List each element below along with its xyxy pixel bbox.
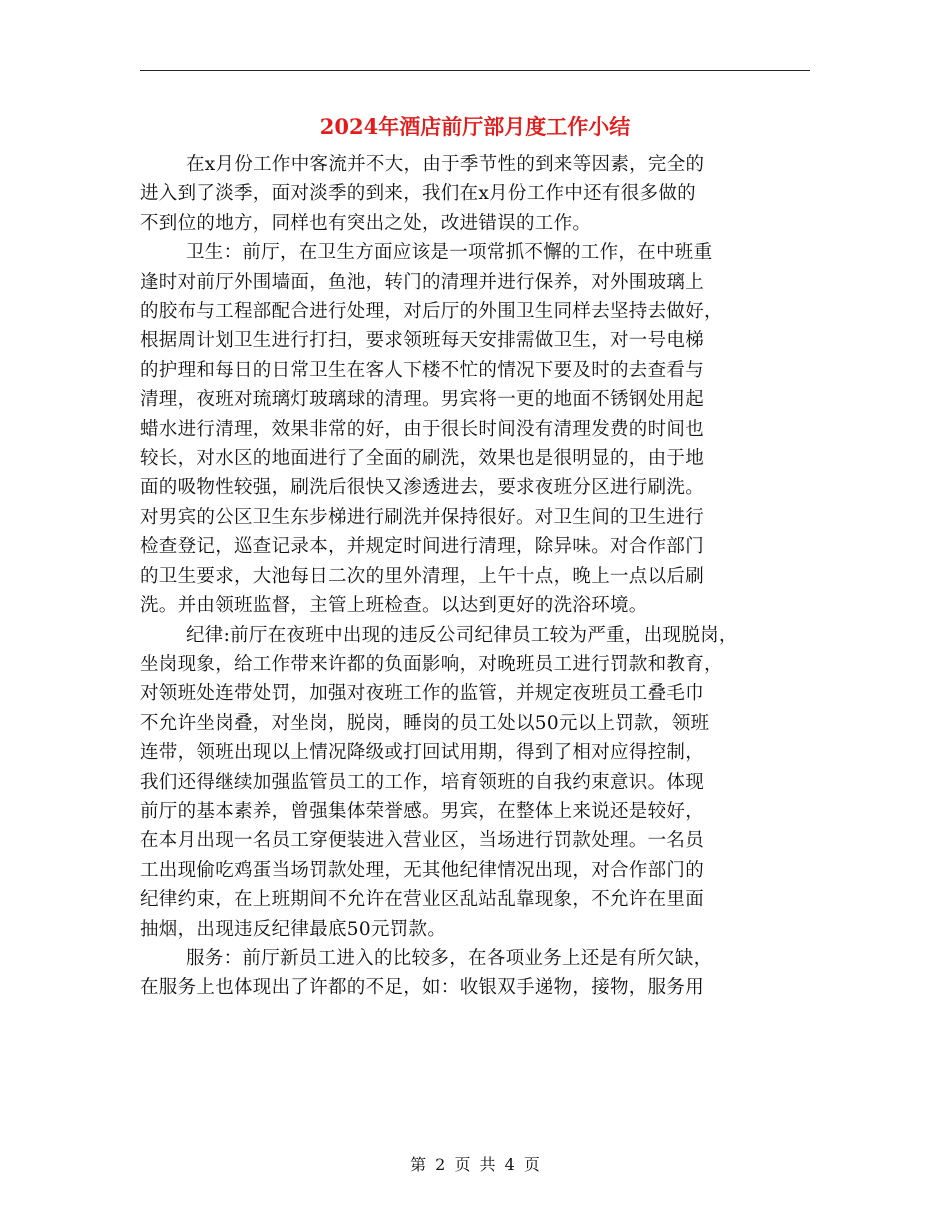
text-line: 抽烟，出现违反纪律最底50元罚款。 <box>140 918 447 940</box>
text-line: 的护理和每日的日常卫生在客人下楼不忙的情况下要及时的去查看与 <box>140 359 705 381</box>
text-line: 在x月份工作中客流并不大，由于季节性的到来等因素，完全的 <box>186 154 705 175</box>
text-line: 不允许坐岗叠，对坐岗，脱岗，睡岗的员工处以50元以上罚款，领班 <box>140 712 710 734</box>
document-title: 2024年酒店前厅部月度工作小结 <box>319 114 631 139</box>
text-line: 对领班处连带处罚，加强对夜班工作的监管，并规定夜班员工叠毛巾 <box>140 683 705 705</box>
text-line: 纪律:前厅在夜班中出现的违反公司纪律员工较为严重，出现脱岗， <box>186 624 738 646</box>
text-line: 对男宾的公区卫生东步梯进行刷洗并保持很好。对卫生间的卫生进行 <box>140 506 705 528</box>
text-line: 在服务上也体现出了许都的不足，如：收银双手递物，接物，服务用 <box>140 977 705 999</box>
text-line: 检查登记，巡查记录本，并规定时间进行清理，除异味。对合作部门 <box>140 536 705 558</box>
text-line: 的卫生要求，大池每日二次的里外清理，上午十点，晚上一点以后刷 <box>140 565 705 587</box>
text-line: 清理，夜班对琉璃灯玻璃球的清理。男宾将一更的地面不锈钢处用起 <box>140 389 705 411</box>
header-rule <box>140 70 810 71</box>
text-line: 纪律约束，在上班期间不允许在营业区乱站乱靠现象，不允许在里面 <box>140 889 705 911</box>
text-line: 洗。并由领班监督，主管上班检查。以达到更好的洗浴环境。 <box>140 595 648 617</box>
paragraph <box>140 621 810 944</box>
page-footer: 第 2 页 共 4 页 <box>410 1155 540 1174</box>
text-line: 卫生：前厅，在卫生方面应该是一项常抓不懈的工作，在中班重 <box>186 242 713 264</box>
document-body <box>140 150 810 1003</box>
text-line: 的胶布与工程部配合进行处理，对后厅的外围卫生同样去坚持去做好， <box>140 301 723 323</box>
paragraph <box>140 944 810 1003</box>
text-line: 蜡水进行清理，效果非常的好，由于很长时间没有清理发费的时间也 <box>140 418 705 440</box>
text-line: 坐岗现象，给工作带来许都的负面影响，对晚班员工进行罚款和教育， <box>140 653 723 675</box>
text-line: 较长，对水区的地面进行了全面的刷洗，效果也是很明显的，由于地 <box>140 448 705 470</box>
text-line: 不到位的地方，同样也有突出之处，改进错误的工作。 <box>140 212 592 234</box>
text-line: 工出现偷吃鸡蛋当场罚款处理，无其他纪律情况出现，对合作部门的 <box>140 859 705 881</box>
text-line: 在本月出现一名员工穿便装进入营业区，当场进行罚款处理。一名员 <box>140 830 705 852</box>
paragraph <box>140 238 810 620</box>
text-line: 我们还得继续加强监管员工的工作，培育领班的自我约束意识。体现 <box>140 771 705 793</box>
text-line: 根据周计划卫生进行打扫，要求领班每天安排需做卫生，对一号电梯 <box>140 330 705 352</box>
text-line: 前厅的基本素养，曾强集体荣誉感。男宾，在整体上来说还是较好， <box>140 800 705 822</box>
text-line: 连带，领班出现以上情况降级或打回试用期，得到了相对应得控制， <box>140 742 705 764</box>
text-line: 面的吸物性较强，刷洗后很快又渗透进去，要求夜班分区进行刷洗。 <box>140 477 705 499</box>
text-line: 逢时对前厅外围墙面，鱼池，转门的清理并进行保养，对外围玻璃上 <box>140 271 705 293</box>
text-line: 进入到了淡季，面对淡季的到来，我们在x月份工作中还有很多做的 <box>140 183 696 205</box>
paragraph <box>140 150 810 238</box>
text-line: 服务：前厅新员工进入的比较多，在各项业务上还是有所欠缺， <box>186 947 713 969</box>
